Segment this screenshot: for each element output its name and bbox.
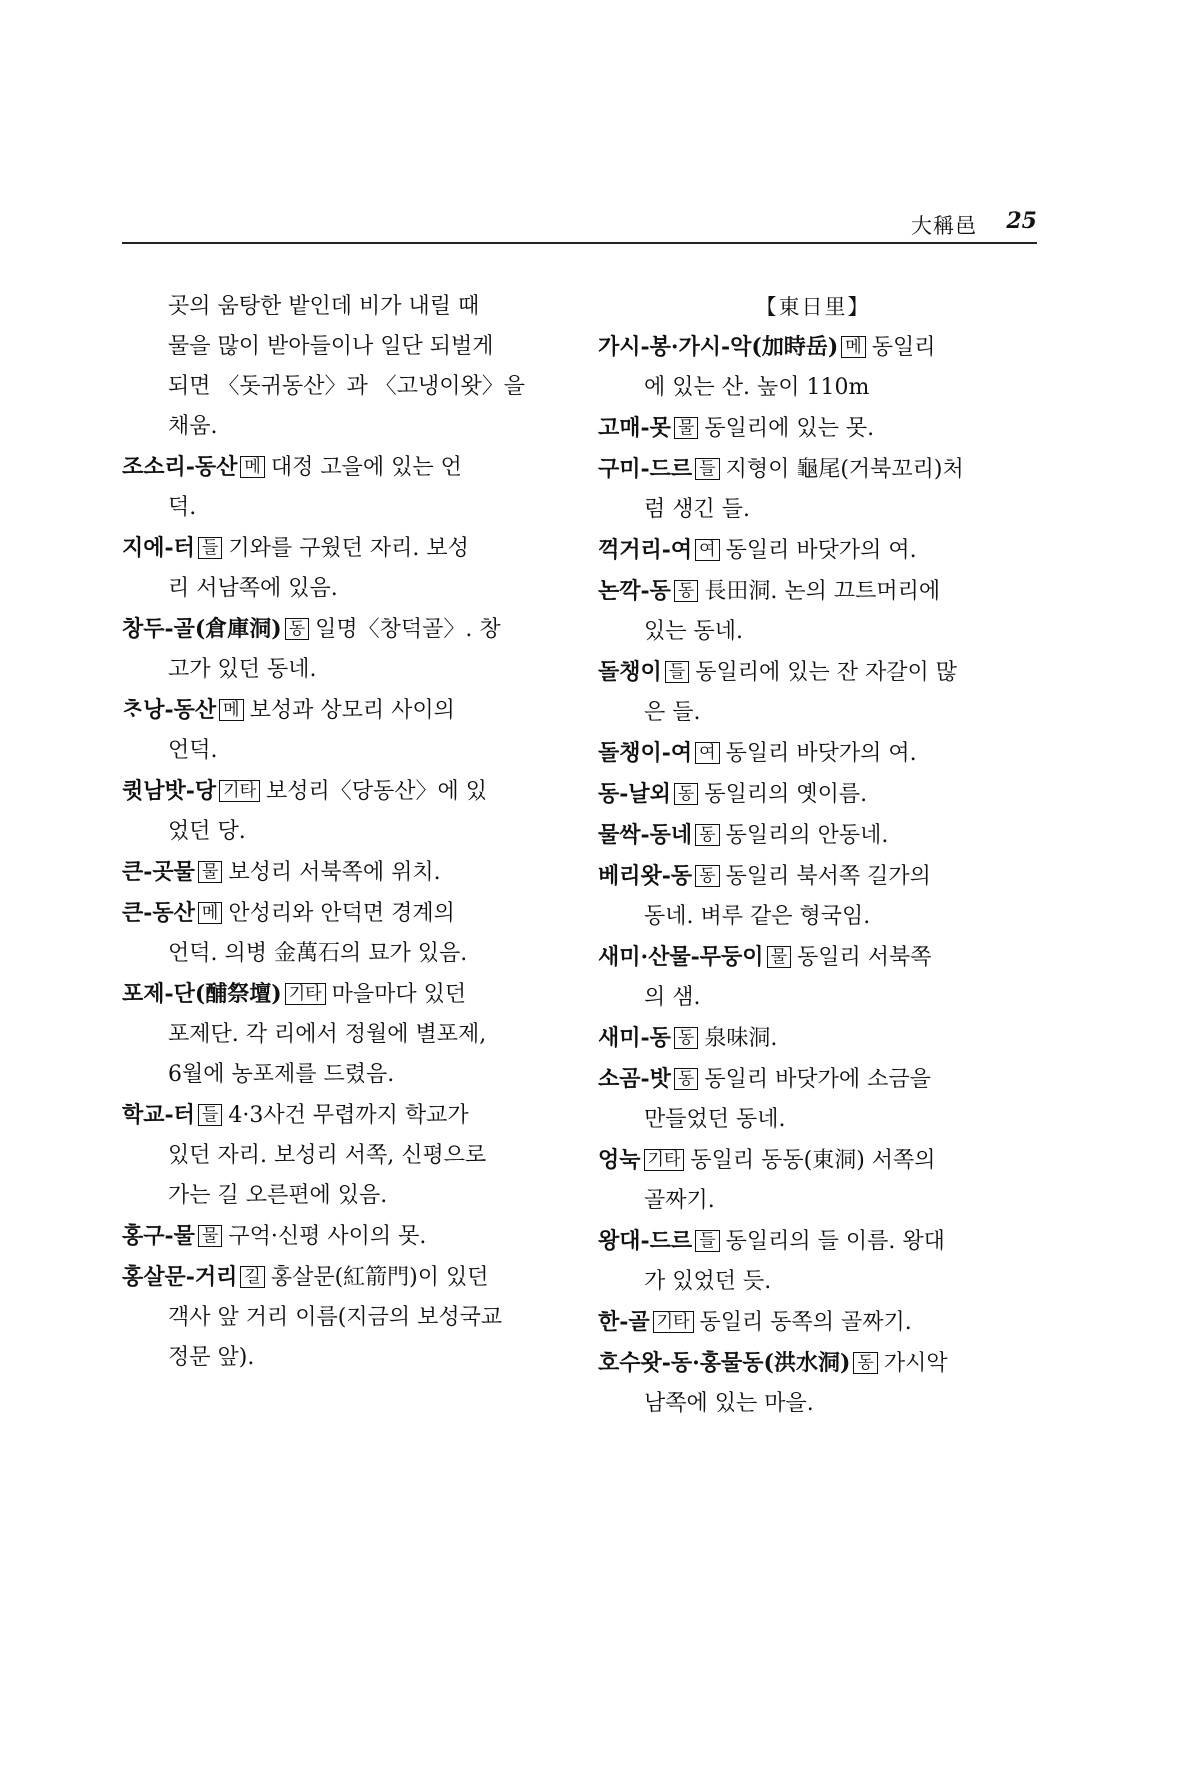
entry-definition: 가시악 [883,1351,948,1376]
entry-definition: 동일리에 있는 잔 자갈이 많 [695,660,957,685]
entry-definition: 동일리 북서쪽 길가의 [725,864,931,889]
entry-continuation-line: 물을 많이 받아들이나 일단 되벌게 [168,334,494,359]
entry-first-line [122,690,552,731]
entry-first-line [598,530,1028,571]
entry-headword: 한-골 [598,1309,650,1335]
entry-definition: 泉味洞. [704,1026,778,1051]
dictionary-entry [598,1302,1028,1343]
entry-definition: 동일리 바닷가의 여. [725,741,917,766]
dictionary-entry [598,652,1028,733]
entry-definition: 동일리에 있는 못. [704,416,875,441]
entry-first-line [598,449,1028,490]
entry-category-tag: 기타 [219,780,260,802]
entry-headword: 베리왓-동 [598,863,693,889]
entry-category-tag: 동 [674,1068,698,1090]
entry-continuation-line: 에 있는 산. 높이 110m [644,375,870,400]
entry-definition: 지형이 龜尾(거북꼬리)처 [725,457,964,482]
entry-continuation-line: 언덕. [168,738,218,763]
entry-first-line [598,408,1028,449]
entry-continuation-line: 리 서남쪽에 있음. [168,576,338,601]
dictionary-entry [598,530,1028,571]
entry-headword: 홍살문-거리 [122,1264,238,1290]
dictionary-entry [598,1018,1028,1059]
entry-headword: 호수왓-동·홍물동(洪水洞) [598,1350,851,1376]
entry-continuation-line: 었던 당. [168,819,246,844]
entry-category-tag: 동 [674,1027,698,1049]
entry-category-tag: 들 [665,661,689,683]
entry-first-line [598,1221,1028,1262]
entry-category-tag: 기타 [653,1311,694,1333]
entry-definition: 동일리 동동(東洞) 서쪽의 [690,1148,936,1173]
entry-first-line [598,733,1028,774]
entry-first-line [122,1216,552,1257]
entry-first-line [122,528,552,569]
entry-category-tag: 들 [198,1104,222,1126]
entry-definition: 마을마다 있던 [331,982,467,1007]
entry-category-tag: 들 [695,1230,719,1252]
entry-category-tag: 메 [240,456,264,478]
dictionary-entry [598,815,1028,856]
dictionary-entry [122,974,552,1095]
entry-headword: 동-날외 [598,781,671,807]
entry-continuation-line: 의 샘. [644,985,701,1010]
entry-headword: 왕대-드르 [598,1228,693,1254]
entry-headword: 큇남밧-당 [122,778,217,804]
section-title: 【東日里】 [755,295,871,319]
entry-first-line [122,447,552,488]
entry-definition: 동일리 바닷가의 여. [725,538,917,563]
dictionary-entry [122,609,552,690]
entry-continuation-line: 언덕. 의병 金萬石의 묘가 있음. [168,941,468,966]
entry-first-line [122,609,552,650]
entry-continuation-line: 있는 동네. [644,619,743,644]
entry-headword: 꺽거리-여 [598,537,693,563]
entry-continuation-line: 남쪽에 있는 마을. [644,1391,814,1416]
entry-continuation-line: 골짜기. [644,1188,715,1213]
entry-first-line [122,852,552,893]
dictionary-entry [122,1095,552,1216]
entry-definition: 보성과 상모리 사이의 [249,698,455,723]
entry-definition: 대정 고을에 있는 언 [270,455,462,480]
entry-continuation-line: 가는 길 오른편에 있음. [168,1183,388,1208]
entry-headword: ᄎᆞ낭-동산 [122,697,217,723]
entry-category-tag: 메 [841,336,865,358]
dictionary-entry [598,1059,1028,1140]
dictionary-entry [122,690,552,771]
entry-definition: 동일리의 들 이름. 왕대 [725,1229,945,1254]
entry-first-line [122,974,552,1015]
entry-first-line [122,893,552,934]
entry-continuation-line: 은 들. [644,700,701,725]
entry-definition: 보성리 서북쪽에 위치. [228,860,441,885]
entry-category-tag: 물 [674,417,698,439]
entry-definition: 기와를 구웠던 자리. 보성 [228,536,469,561]
dictionary-entry [598,1343,1028,1424]
entry-category-tag: 기타 [644,1149,685,1171]
entry-continuation-line: 정문 앞). [168,1345,255,1370]
entry-headword: 홍구-물 [122,1223,195,1249]
entry-category-tag: 여 [695,539,719,561]
entry-first-line [598,1140,1028,1181]
entry-continuation-line: 되면 〈돗귀동산〉과 〈고냉이왓〉을 [168,374,526,399]
dictionary-entry [122,528,552,609]
dictionary-entry [122,852,552,893]
dictionary-entry [598,408,1028,449]
entry-definition: 동일리의 옛이름. [704,782,868,807]
entry-headword: 소곰-밧 [598,1066,671,1092]
entry-definition: 동일리 서북쪽 [797,945,932,970]
dictionary-entry [122,447,552,528]
entry-definition: 동일리의 안동네. [725,823,889,848]
entry-category-tag: 길 [240,1266,264,1288]
entry-category-tag: 동 [674,580,698,602]
entry-category-tag: 물 [767,946,791,968]
entry-first-line [598,815,1028,856]
entry-definition: 동일리 바닷가에 소금을 [704,1067,931,1092]
entry-definition: 동일리 [871,335,936,360]
entry-category-tag: 동 [853,1352,877,1374]
entry-first-line [598,937,1028,978]
entry-headword: 논깍-동 [598,578,671,604]
entry-continuation-line: 곳의 움탕한 밭인데 비가 내릴 때 [168,294,480,319]
entry-headword: 돌챙이-여 [598,740,693,766]
dictionary-entry [598,1221,1028,1302]
entry-category-tag: 물 [198,861,222,883]
entry-continuation-line: 고가 있던 동네. [168,657,317,682]
entry-category-tag: 메 [198,902,222,924]
entry-definition: 홍살문(紅箭門)이 있던 [270,1265,489,1290]
entry-category-tag: 들 [198,537,222,559]
entry-headword: 새미·산물-무둥이 [598,944,764,970]
entry-first-line [598,774,1028,815]
entry-continuation-line: 럼 생긴 들. [644,497,750,522]
entry-headword: 돌챙이 [598,659,662,685]
dictionary-entry [122,1257,552,1378]
entry-headword: 새미-동 [598,1025,671,1051]
dictionary-entry [122,287,552,447]
entry-definition: 안성리와 안덕면 경계의 [228,901,455,926]
dictionary-entry [598,856,1028,937]
dictionary-entry [122,771,552,852]
page-number: 25 [1006,208,1037,234]
entry-headword: 엉눅 [598,1147,641,1173]
entry-headword: 지에-터 [122,535,195,561]
entry-definition: 4·3사건 무렵까지 학교가 [228,1103,469,1128]
entry-first-line [122,1095,552,1136]
right-column [598,287,1028,1424]
entry-first-line [598,1343,1028,1384]
dictionary-entry [598,937,1028,1018]
entry-continuation-line: 있던 자리. 보성리 서쪽, 신평으로 [168,1143,487,1168]
entry-category-tag: 들 [695,458,719,480]
entry-first-line [598,1059,1028,1100]
entry-first-line [598,1018,1028,1059]
entry-headword: 조소리-동산 [122,454,238,480]
entry-definition: 구억·신평 사이의 못. [228,1224,427,1249]
entry-headword: 구미-드르 [598,456,693,482]
dictionary-entry [598,327,1028,408]
dictionary-entry [598,449,1028,530]
entry-first-line [598,856,1028,897]
dictionary-entry [122,893,552,974]
dictionary-entry [598,1140,1028,1221]
entry-definition: 동일리 동쪽의 골짜기. [699,1310,912,1335]
entry-headword: 포제-단(酺祭壇) [122,981,282,1007]
dictionary-entry [598,733,1028,774]
entry-category-tag: 기타 [285,983,326,1005]
entry-category-tag: 동 [285,618,309,640]
running-head [122,208,1037,244]
dictionary-entry [598,774,1028,815]
entry-first-line [598,327,1028,368]
entry-first-line [598,571,1028,612]
entry-headword: 고매-못 [598,415,671,441]
entry-definition: 일명〈창덕골〉. 창 [315,617,501,642]
dictionary-entry [122,1216,552,1257]
entry-continuation-line: 6월에 농포제를 드렸음. [168,1062,395,1087]
left-column [122,287,552,1378]
entry-first-line [122,771,552,812]
entry-first-line [598,652,1028,693]
entry-continuation-line: 만들었던 동네. [644,1107,786,1132]
entry-continuation-line: 덕. [168,495,197,520]
entry-headword: 창두-골(倉庫洞) [122,616,282,642]
entry-headword: 가시-봉·가시-악(加時岳) [598,334,839,360]
entry-continuation-line: 가 있었던 듯. [644,1269,772,1294]
entry-headword: 큰-동산 [122,900,195,926]
entry-continuation-line: 포제단. 각 리에서 정월에 별포제, [168,1022,487,1047]
entry-headword: 큰-곳물 [122,859,195,885]
entry-first-line [122,1257,552,1298]
entry-category-tag: 동 [695,865,719,887]
entry-continuation-line: 동네. 벼루 같은 형국임. [644,904,871,929]
entry-headword: 물싹-동네 [598,822,693,848]
running-title: 大稱邑 [911,214,977,238]
entry-category-tag: 동 [695,824,719,846]
entry-headword: 학교-터 [122,1102,195,1128]
entry-definition: 長田洞. 논의 끄트머리에 [704,579,941,604]
entry-category-tag: 여 [695,742,719,764]
entry-first-line [598,1302,1028,1343]
entry-continuation-line: 객사 앞 거리 이름(지금의 보성국교 [168,1305,503,1330]
entry-definition: 보성리〈당동산〉에 있 [266,779,488,804]
entry-category-tag: 동 [674,783,698,805]
entry-category-tag: 메 [219,699,243,721]
entry-category-tag: 물 [198,1225,222,1247]
entry-continuation-line: 채움. [168,414,218,439]
dictionary-entry [598,571,1028,652]
